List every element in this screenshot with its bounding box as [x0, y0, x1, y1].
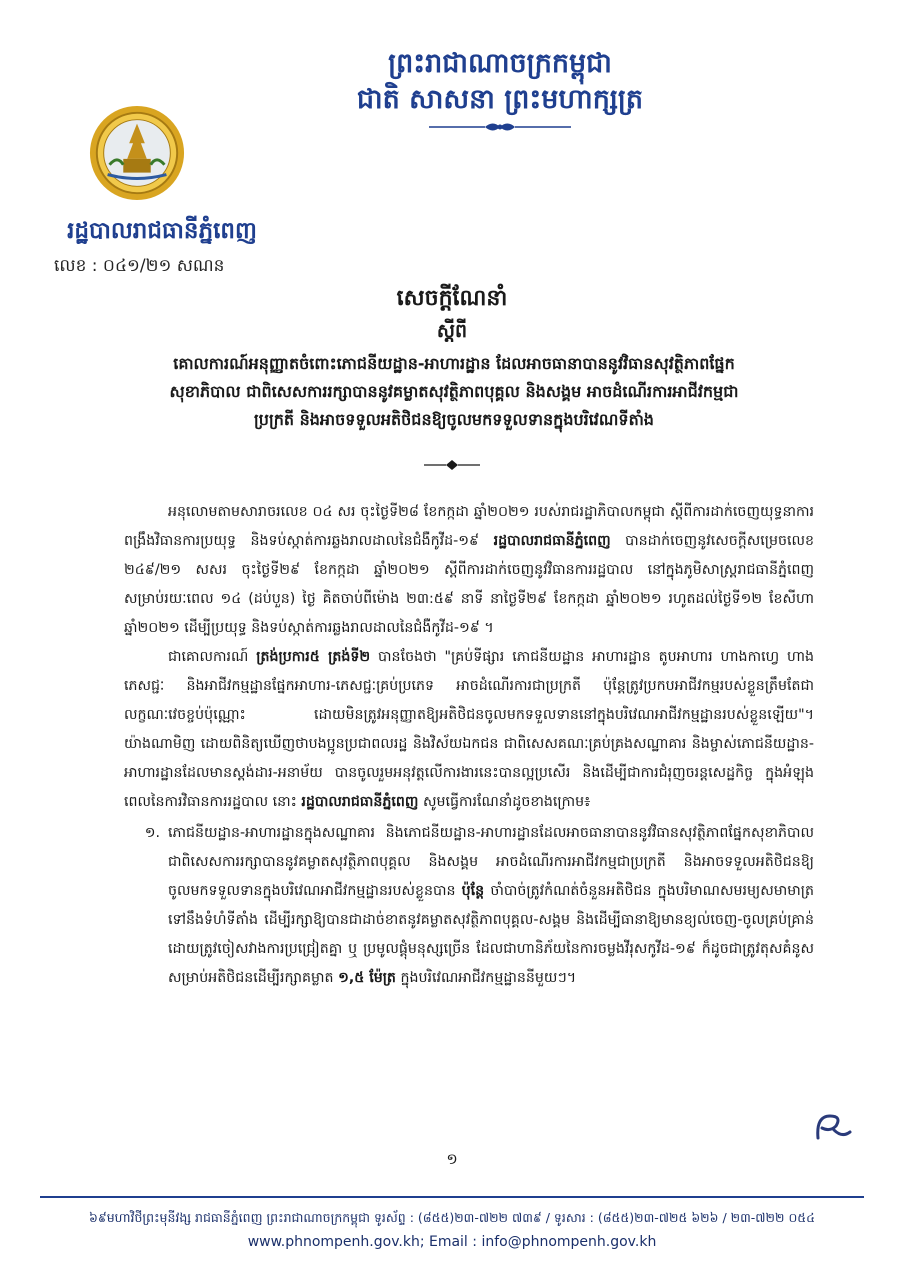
document-title: សេចក្តីណែនាំ	[396, 286, 508, 311]
paragraph-1: អនុលោមតាមសារាចរលេខ ០៤ សរ ចុះថ្ងៃទី២៨ ខែកក្កដា ឆ្នាំ២០២១ របស់រាជរដ្ឋាភិបាលកម្ពុជា ស្តីពីការដាក់ចេញយុទ្ធនាការពង្រឹងវិធានការប្រយុទ្ធ និងទប់ស្កាត់ការឆ្លងរាលដាលនៃជំងឺកូវីដ-១៩ រដ្ឋបាលរាជធានីភ្នំពេញ បានដាក់ចេញនូវសេចក្តីសម្រេចលេខ ២៤៩/២១ សសរ ចុះថ្ងៃទី២៩ ខែកក្កដា ឆ្នាំ២០២១ ស្តីពីការដាក់ចេញនូវវិធានការរដ្ឋបាល នៅក្នុងភូមិសាស្ត្ររាជធានីភ្នំពេញ សម្រាប់រយៈពេល ១៤ (ដប់បួន) ថ្ងៃ គិតចាប់ពីម៉ោង ២៣:៥៩ នាទី នាថ្ងៃទី២៩ ខែកក្កដា ឆ្នាំ២០២១ រហូតដល់ថ្ងៃទី១២ ខែសីហា ឆ្នាំ២០២១ ដើម្បីប្រយុទ្ធ និងទប់ស្កាត់ការឆ្លងរាលដាលនៃជំងឺកូវីដ-១៩ ។	[124, 504, 814, 636]
flourish-ornament-icon	[425, 120, 575, 134]
list-item-number: ១.	[144, 825, 160, 841]
page-number: ១	[446, 1150, 458, 1168]
list-item	[124, 819, 814, 993]
instruction-list	[124, 819, 814, 993]
kingdom-name: ព្រះរាជាណាចក្រកម្ពុជា	[388, 48, 612, 79]
footer-contact[interactable]: www.phnompenh.gov.kh; Email : info@phnompenh.gov.kh	[247, 1234, 657, 1250]
footer-address: ៦៩មហាវិថីព្រះមុនីវង្ស រាជធានីភ្នំពេញ ព្រះរាជាណាចក្រកម្ពុជា ទូរស័ព្ទ : (៨៥៥)២៣-៧២២ ៧៣៩ / ទូរសារ : (៨៥៥)២៣-៧២៥ ៦២៦ / ២៣-៧២២ ០៥៤	[89, 1210, 815, 1225]
handwritten-initials-icon	[812, 1108, 852, 1144]
paragraph-2: ជាគោលការណ៍ ត្រង់ប្រការ៥ ត្រង់ទី២ បានចែងថា "គ្រប់ទីផ្សារ ភោជនីយដ្ឋាន អាហារដ្ឋាន តូបអាហារ ហាងកាហ្វេ ហាងភេសជ្ជៈ និងអាជីវកម្មដ្ឋានផ្នែកអាហារ-ភេសជ្ជៈគ្រប់ប្រភេទ អាចដំណើរការជាប្រក្រតី ប៉ុន្តែត្រូវប្រកបអាជីវកម្មរបស់ខ្លួនត្រឹមតែជាលក្ខណៈវេចខ្ចប់ប៉ុណ្ណោះ ដោយមិនត្រូវអនុញ្ញាតឱ្យអតិថិជនចូលមកទទួលទាននៅក្នុងបរិវេណអាជីវកម្មដ្ឋានរបស់ខ្លួនឡើយ"។ យ៉ាងណាមិញ ដោយពិនិត្យឃើញថាបងប្អូនប្រជាពលរដ្ឋ និងវិស័យឯកជន ជាពិសេសគណៈគ្រប់គ្រងសណ្ឋាគារ និងម្ចាស់ភោជនីយដ្ឋាន-អាហារដ្ឋានដែលមានស្តង់ដារ-អនាម័យ បានចូលរួមអនុវត្តលើការងារនេះបានល្អប្រសើរ និងដើម្បីជាការជំរុញចរន្តសេដ្ឋកិច្ច ក្នុងអំឡុងពេលនៃការវិធានការរដ្ឋបាល នោះ រដ្ឋបាលរាជធានីភ្នំពេញ សូមធ្វើការណែនាំដូចខាងក្រោម៖	[124, 649, 815, 810]
footer-divider	[40, 1196, 864, 1198]
kingdom-motto: ជាតិ សាសនា ព្រះមហាក្សត្រ	[356, 84, 644, 115]
document-body	[124, 498, 814, 993]
list-item-text: ភោជនីយដ្ឋាន-អាហារដ្ឋានក្នុងសណ្ឋាគារ និងភោជនីយដ្ឋាន-អាហារដ្ឋានដែលអាចធានាបាននូវវិធានសុវត្ថិភាពផ្នែកសុខាភិបាល ជាពិសេសការរក្សាបាននូវគម្លាតសុវត្ថិភាពបុគ្គល និងសង្គម អាចដំណើរការអាជីវកម្មជាប្រក្រតី និងអាចទទួលអតិថិជនឱ្យចូលមកទទួលទានក្នុងបរិវេណអាជីវកម្មដ្ឋានរបស់ខ្លួនបាន ប៉ុន្តែ ចាំបាច់ត្រូវកំណត់ចំនួនអតិថិជន ក្នុងបរិមាណសមរម្យសមាមាត្រទៅនឹងទំហំទីតាំង ដើម្បីរក្សាឱ្យបានជាដាច់ខាតនូវគម្លាតសុវត្ថិភាពបុគ្គល-សង្គម និងដើម្បីធានាឱ្យមានខ្យល់ចេញ-ចូលគ្រប់គ្រាន់ ដោយត្រូវចៀសវាងការប្រជ្រៀតគ្នា ឬ ប្រមូលផ្តុំមនុស្សច្រើន ដែលជាហានិភ័យនៃការចម្លងវីរុសកូវីដ-១៩ ក៏ដូចជាត្រូវតុសគំនូសសម្រាប់អតិថិជនដើម្បីរក្សាគម្លាត ១,៥ ម៉ែត្រ ក្នុងបរិវេណអាជីវកម្មដ្ឋាននីមួយៗ។	[168, 825, 814, 986]
administration-name: រដ្ឋបាលរាជធានីភ្នំពេញ	[67, 218, 257, 244]
document-subject: គោលការណ៍អនុញ្ញាតចំពោះភោជនីយដ្ឋាន-អាហារដ្ឋាន ដែលអាចធានាបាននូវវិធានសុវត្ថិភាពផ្នែកសុខាភិបាល ជាពិសេសការរក្សាបាននូវគម្លាតសុវត្ថិភាពបុគ្គល និងសង្គម អាចដំណើរការអាជីវកម្មជាប្រក្រតី និងអាចទទួលអតិថិជនឱ្យចូលមកទទួលទានក្នុងបរិវេណទីតាំង	[169, 354, 739, 429]
document-about: ស្តីពី	[436, 320, 468, 342]
phnom-penh-seal-icon	[88, 104, 186, 202]
kingdom-header	[300, 46, 700, 134]
divider-ornament-icon	[424, 460, 480, 470]
reference-number: លេខ : ០៤១/២១ សណន	[54, 256, 225, 276]
